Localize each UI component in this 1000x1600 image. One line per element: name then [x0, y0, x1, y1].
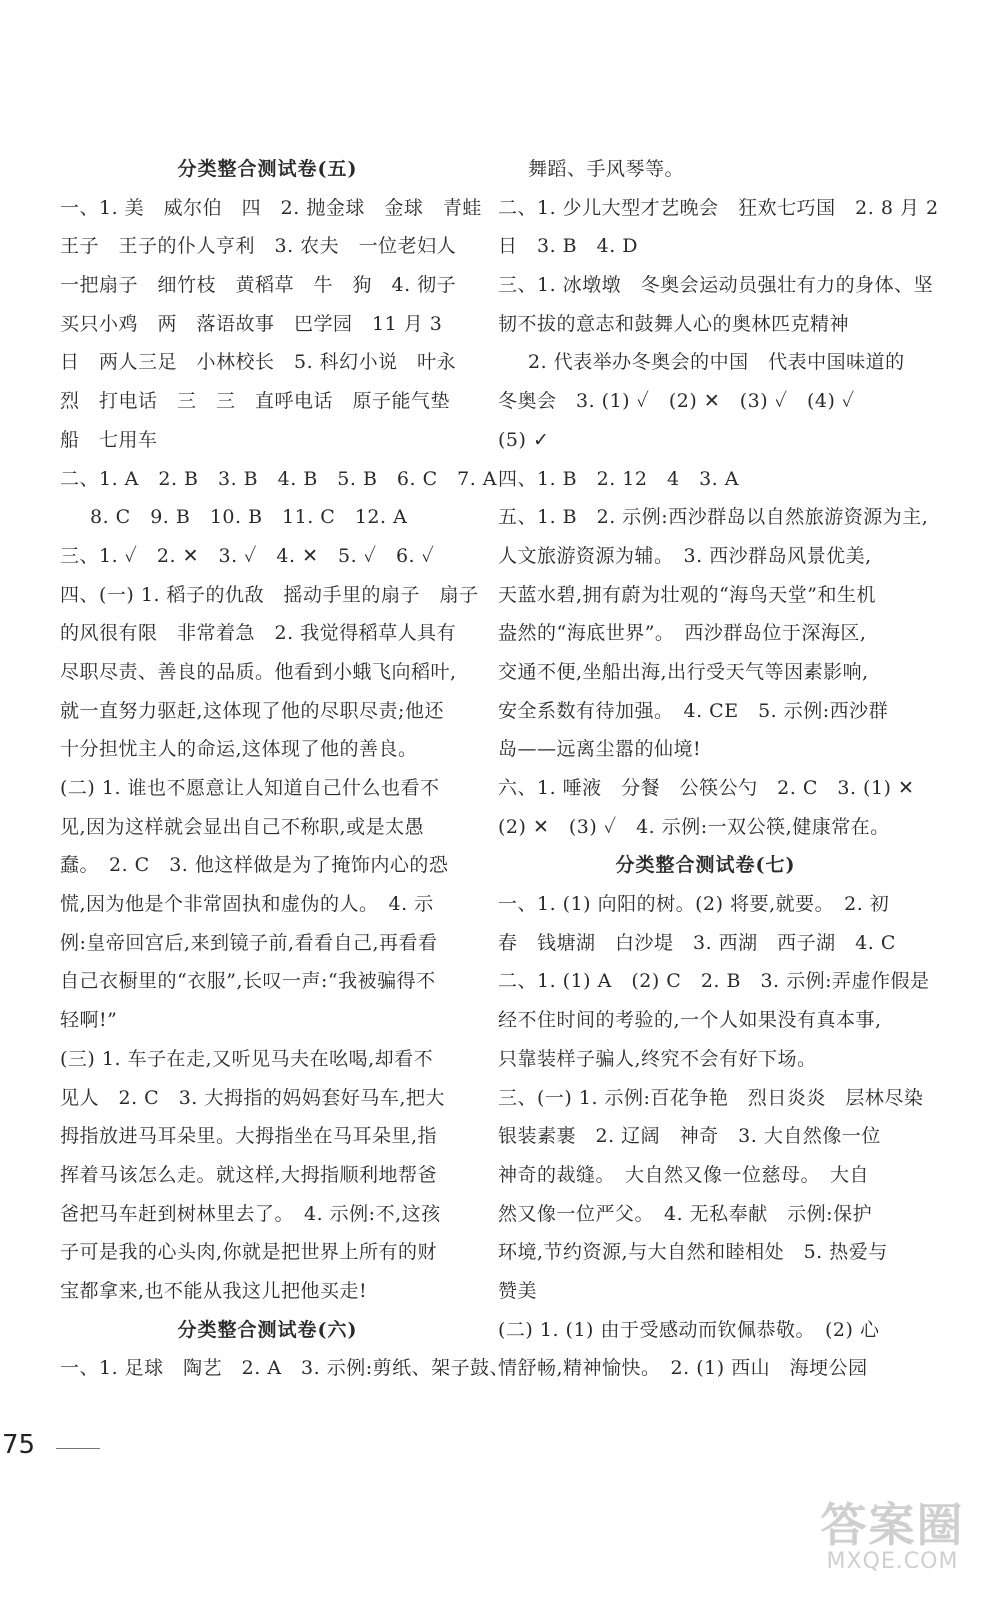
right-text-line: (5) ✓ — [498, 428, 550, 451]
right-text-line: 二、1. 少儿大型才艺晚会 狂欢七巧国 2. 8 月 2 — [498, 196, 939, 219]
right-text-line: 赞美 — [498, 1279, 538, 1302]
left-text-line: 尽职尽责、善良的品质。他看到小蛾飞向稻叶, — [60, 660, 457, 683]
right-text-line: 舞蹈、手风琴等。 — [528, 158, 685, 180]
right-text-line: 韧不拔的意志和鼓舞人心的奥林匹克精神 — [498, 312, 850, 335]
left-text-line: (三) 1. 车子在走,又听见马夫在吆喝,却看不 — [60, 1047, 434, 1070]
right-text-line: 天蓝水碧,拥有蔚为壮观的“海鸟天堂”和生机 — [498, 583, 876, 606]
left-text-line: 十分担忧主人的命运,这体现了他的善良。 — [60, 738, 418, 761]
right-text-line: 神奇的裁缝。 大自然又像一位慈母。 大自 — [498, 1163, 870, 1186]
left-text-line: 买只小鸡 两 落语故事 巴学园 11 月 3 — [60, 312, 443, 335]
left-text-line: 就一直努力驱赶,这体现了他的尽职尽责;他还 — [60, 699, 444, 722]
right-text-line: 五、1. B 2. 示例:西沙群岛以自然旅游资源为主, — [498, 506, 929, 529]
left-text-line: 的风很有限 非常着急 2. 我觉得稻草人具有 — [60, 622, 457, 645]
left-text-line: 挥着马该怎么走。就这样,大拇指顺利地帮爸 — [60, 1163, 438, 1186]
right-column — [498, 150, 939, 1388]
left-text-line: 子可是我的心头肉,你就是把世界上所有的财 — [60, 1241, 438, 1264]
left-text-line: 二、1. A 2. B 3. B 4. B 5. B 6. C 7. A — [60, 467, 498, 490]
left-column — [60, 150, 510, 1388]
right-text-line: 环境,节约资源,与大自然和睦相处 5. 热爱与 — [498, 1241, 888, 1264]
right-text-line: (2) ✕ (3) ✓ 4. 示例:一双公筷,健康常在。 — [498, 815, 890, 838]
left-text-line: 王子 王子的仆人亨利 3. 农夫 一位老妇人 — [60, 235, 457, 258]
left-text-line: 拇指放进马耳朵里。大拇指坐在马耳朵里,指 — [60, 1125, 438, 1148]
watermark-url: MXQE.COM — [826, 1549, 959, 1574]
left-section-title: 分类整合测试卷(五) — [177, 158, 358, 180]
left-text-line: 例:皇帝回宫后,来到镜子前,看看自己,再看看 — [60, 931, 438, 954]
left-text-line: 8. C 9. B 10. B 11. C 12. A — [90, 506, 408, 529]
page-number: 75 — [2, 1430, 36, 1460]
left-text-line: 一、1. 美 威尔伯 四 2. 抛金球 金球 青蛙 — [60, 196, 482, 219]
right-text-line: 经不住时间的考验的,一个人如果没有真本事, — [498, 1009, 882, 1032]
watermark-title: 答案圈 — [820, 1498, 965, 1552]
right-text-line: 冬奥会 3. (1) ✓ (2) ✕ (3) ✓ (4) ✓ — [498, 390, 855, 413]
right-text-line: 盎然的“海底世界”。 西沙群岛位于深海区, — [498, 622, 867, 645]
right-text-line: 只靠装样子骗人,终究不会有好下场。 — [498, 1047, 817, 1070]
right-text-line: 安全系数有待加强。 4. CE 5. 示例:西沙群 — [498, 699, 889, 722]
right-text-line: 人文旅游资源为辅。 3. 西沙群岛风景优美, — [498, 544, 872, 567]
left-text-line: 四、(一) 1. 稻子的仇敌 摇动手里的扇子 扇子 — [60, 583, 479, 606]
right-text-line: 然又像一位严父。 4. 无私奉献 示例:保护 — [498, 1202, 873, 1225]
page-number-rule — [56, 1448, 100, 1449]
right-text-line: 情舒畅,精神愉快。 2. (1) 西山 海埂公园 — [498, 1357, 868, 1380]
left-text-line: 轻啊!” — [60, 1009, 118, 1032]
left-text-line: 爸把马车赶到树林里去了。 4. 示例:不,这孩 — [60, 1202, 441, 1225]
left-text-line: 见,因为这样就会显出自己不称职,或是太愚 — [60, 815, 425, 838]
left-text-line: 蠢。 2. C 3. 他这样做是为了掩饰内心的恐 — [60, 854, 449, 877]
right-section-title: 分类整合测试卷(七) — [615, 854, 796, 877]
left-text-line: (二) 1. 谁也不愿意让人知道自己什么也看不 — [60, 777, 440, 799]
watermark-logo — [805, 1500, 980, 1578]
right-text-line: 春 钱塘湖 白沙堤 3. 西湖 西子湖 4. C — [498, 931, 896, 954]
right-text-line: 日 3. B 4. D — [498, 235, 639, 258]
right-text-line: 交通不便,坐船出海,出行受天气等因素影响, — [498, 660, 869, 683]
right-text-line: 2. 代表举办冬奥会的中国 代表中国味道的 — [528, 351, 905, 374]
left-text-line: 见人 2. C 3. 大拇指的妈妈套好马车,把大 — [60, 1086, 445, 1109]
right-text-line: 四、1. B 2. 12 4 3. A — [498, 467, 739, 490]
left-text-line: 烈 打电话 三 三 直呼电话 原子能气垫 — [60, 390, 451, 413]
right-text-line: 三、(一) 1. 示例:百花争艳 烈日炎炎 层林尽染 — [498, 1086, 924, 1109]
right-text-line: 六、1. 唾液 分餐 公筷公勺 2. C 3. (1) ✕ — [498, 777, 915, 799]
left-text-line: 一把扇子 细竹枝 黄稻草 牛 狗 4. 彻子 — [60, 274, 457, 297]
right-text-line: 一、1. (1) 向阳的树。(2) 将要,就要。 2. 初 — [498, 893, 890, 916]
right-text-line: (二) 1. (1) 由于受感动而钦佩恭敬。 (2) 心 — [498, 1318, 880, 1341]
left-text-line: 日 两人三足 小林校长 5. 科幻小说 叶永 — [60, 351, 457, 374]
right-text-line: 三、1. 冰墩墩 冬奥会运动员强壮有力的身体、坚 — [498, 274, 934, 297]
left-text-line: 船 七用车 — [60, 428, 158, 451]
right-text-line: 银装素裹 2. 辽阔 神奇 3. 大自然像一位 — [498, 1125, 881, 1148]
left-text-line: 宝都拿来,也不能从我这儿把他买走! — [60, 1279, 368, 1302]
left-text-line: 自己衣橱里的“衣服”,长叹一声:“我被骗得不 — [60, 970, 436, 993]
left-text-line: 慌,因为他是个非常固执和虚伪的人。 4. 示 — [60, 893, 434, 916]
left-text-line: 一、1. 足球 陶艺 2. A 3. 示例:剪纸、架子鼓、 — [60, 1357, 510, 1380]
right-text-line: 岛——远离尘嚣的仙境! — [498, 738, 702, 761]
right-text-line: 二、1. (1) A (2) C 2. B 3. 示例:弄虚作假是 — [498, 970, 930, 993]
left-text-line: 三、1. ✓ 2. ✕ 3. ✓ 4. ✕ 5. ✓ 6. ✓ — [60, 544, 435, 567]
left-section-title: 分类整合测试卷(六) — [177, 1318, 358, 1341]
